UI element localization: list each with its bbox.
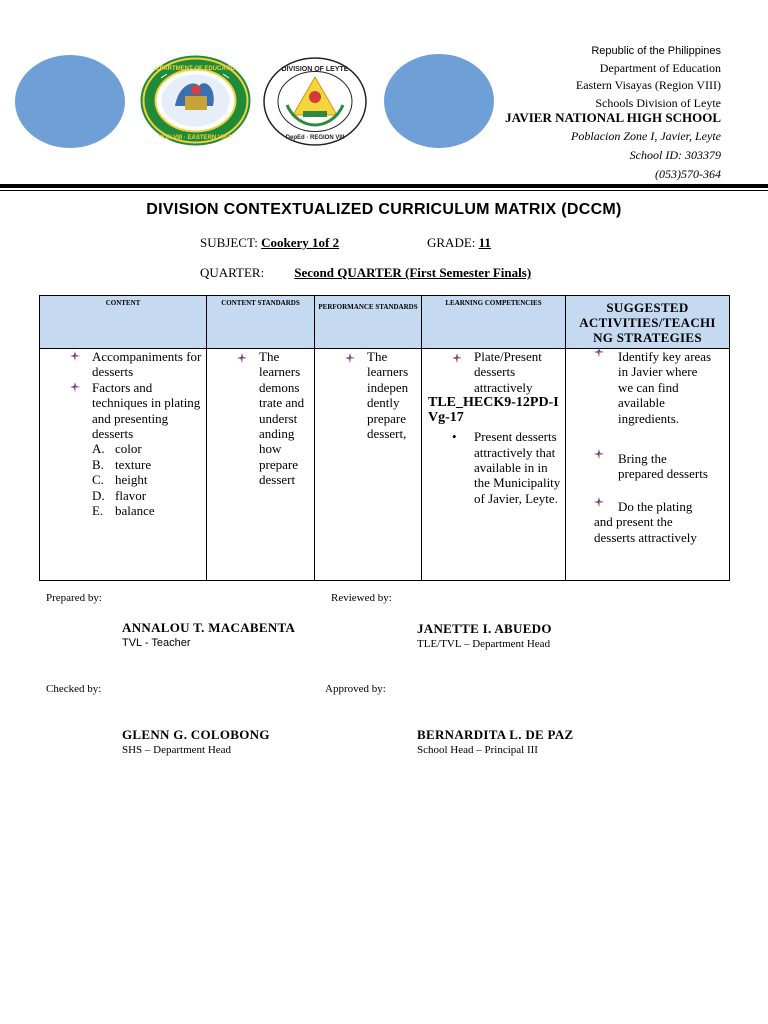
subject-label: SUBJECT: bbox=[200, 235, 258, 250]
prepared-by-label: Prepared by: bbox=[46, 592, 102, 604]
prepared-by-position: TVL - Teacher bbox=[122, 637, 191, 649]
list-item: C. height bbox=[92, 472, 148, 488]
list-item: Accompaniments for desserts bbox=[92, 349, 202, 380]
division-of-leyte-seal bbox=[263, 57, 367, 146]
performance-standard-cell bbox=[315, 349, 422, 581]
list-item: B. texture bbox=[92, 456, 152, 472]
star-bullet-icon bbox=[594, 347, 604, 357]
star-bullet-icon bbox=[345, 353, 355, 363]
header-divider-thin bbox=[0, 190, 768, 191]
list-item: E. balance bbox=[92, 503, 155, 519]
header-region: Eastern Visayas (Region VIII) bbox=[575, 78, 721, 92]
svg-text:DEPARTMENT OF EDUCATION: DEPARTMENT OF EDUCATION bbox=[151, 66, 240, 72]
reviewed-by-position: TLE/TVL – Department Head bbox=[417, 638, 551, 650]
reviewed-by-name: JANETTE I. ABUEDO bbox=[417, 621, 552, 636]
factors-list bbox=[92, 441, 202, 518]
approved-by-label: Approved by: bbox=[325, 683, 386, 695]
checked-by-name: GLENN G. COLOBONG bbox=[122, 727, 270, 742]
star-bullet-icon bbox=[594, 497, 604, 507]
header-address: Poblacion Zone I, Javier, Leyte bbox=[571, 129, 721, 143]
reviewed-by-label: Reviewed by: bbox=[331, 592, 392, 604]
header-learning-competencies: LEARNING COMPETENCIES bbox=[422, 296, 566, 349]
table-row bbox=[40, 349, 730, 581]
header-suggested-activities: SUGGESTED ACTIVITIES/TEACHI NG STRATEGIES bbox=[566, 296, 730, 349]
performance-standard-text: The learners indepen dently prepare dessert, bbox=[367, 349, 409, 442]
right-logo-placeholder bbox=[384, 54, 494, 148]
content-cell bbox=[40, 349, 207, 581]
grade-value: 11 bbox=[478, 235, 491, 250]
star-bullet-icon bbox=[70, 382, 80, 392]
quarter-value: Second QUARTER (First Semester Finals) bbox=[294, 265, 532, 280]
deped-region-viii-seal bbox=[139, 54, 252, 147]
quarter-label: QUARTER: bbox=[200, 265, 265, 280]
subject-line bbox=[200, 235, 339, 251]
list-item: Identify key areas in Javier where we can find available ingredients. bbox=[594, 349, 725, 426]
svg-text:DIVISION OF LEYTE: DIVISION OF LEYTE bbox=[281, 66, 349, 73]
header-performance-standards: PERFORMANCE STANDARDS bbox=[315, 296, 422, 349]
header-divider-thick bbox=[0, 184, 768, 188]
star-bullet-icon bbox=[70, 351, 80, 361]
header-content: CONTENT bbox=[40, 296, 207, 349]
header-school-name: JAVIER NATIONAL HIGH SCHOOL bbox=[505, 110, 721, 125]
grade-line bbox=[427, 235, 491, 251]
learning-competencies-cell bbox=[422, 349, 566, 581]
competency-sub-item: • Present desserts attractively that available in in the Municipality of Javier, Leyte. bbox=[452, 429, 561, 506]
content-standard-cell bbox=[207, 349, 315, 581]
header-school-id: School ID: 303379 bbox=[629, 148, 721, 162]
competency-code: TLE_HECK9-12PD-IVg-17 bbox=[428, 395, 559, 426]
header-phone: (053)570-364 bbox=[655, 167, 721, 181]
bullet-dot-icon: • bbox=[452, 429, 457, 445]
list-item: Do the plating and present the desserts attractively bbox=[594, 498, 697, 545]
star-bullet-icon bbox=[237, 353, 247, 363]
list-item: Factors and techniques in plating and presenting desserts bbox=[92, 380, 202, 442]
suggested-activities-cell bbox=[566, 349, 730, 581]
left-logo-placeholder bbox=[15, 55, 125, 148]
svg-text:DepEd · REGION VIII: DepEd · REGION VIII bbox=[285, 135, 345, 141]
svg-text:REGION VIII · EASTERN VISAYAS: REGION VIII · EASTERN VISAYAS bbox=[147, 135, 244, 141]
grade-label: GRADE: bbox=[427, 235, 476, 250]
header-department: Department of Education bbox=[599, 61, 721, 75]
document-title: DIVISION CONTEXTUALIZED CURRICULUM MATRIX (DCCM) bbox=[146, 201, 622, 218]
quarter-line bbox=[200, 265, 531, 281]
approved-by-name: BERNARDITA L. DE PAZ bbox=[417, 727, 574, 742]
checked-by-position: SHS – Department Head bbox=[122, 744, 232, 756]
list-item: A. color bbox=[92, 441, 142, 457]
star-bullet-icon bbox=[594, 449, 604, 459]
table-header-row bbox=[40, 296, 730, 349]
prepared-by-name: ANNALOU T. MACABENTA bbox=[122, 620, 296, 635]
curriculum-matrix-table bbox=[39, 295, 730, 581]
list-item: Bring the prepared desserts bbox=[594, 451, 725, 482]
content-standard-text: The learners demons trate and underst anding how prepare dessert bbox=[259, 349, 305, 488]
header-division: Schools Division of Leyte bbox=[595, 96, 721, 110]
approved-by-position: School Head – Principal III bbox=[417, 744, 538, 756]
header-content-standards: CONTENT STANDARDS bbox=[207, 296, 315, 349]
competency-text: Plate/Present desserts attractively bbox=[474, 349, 542, 395]
list-item: D. flavor bbox=[92, 487, 147, 503]
header-republic: Republic of the Philippines bbox=[591, 45, 721, 57]
star-bullet-icon bbox=[452, 353, 462, 363]
checked-by-label: Checked by: bbox=[46, 683, 102, 695]
subject-value: Cookery 1of 2 bbox=[261, 235, 340, 250]
